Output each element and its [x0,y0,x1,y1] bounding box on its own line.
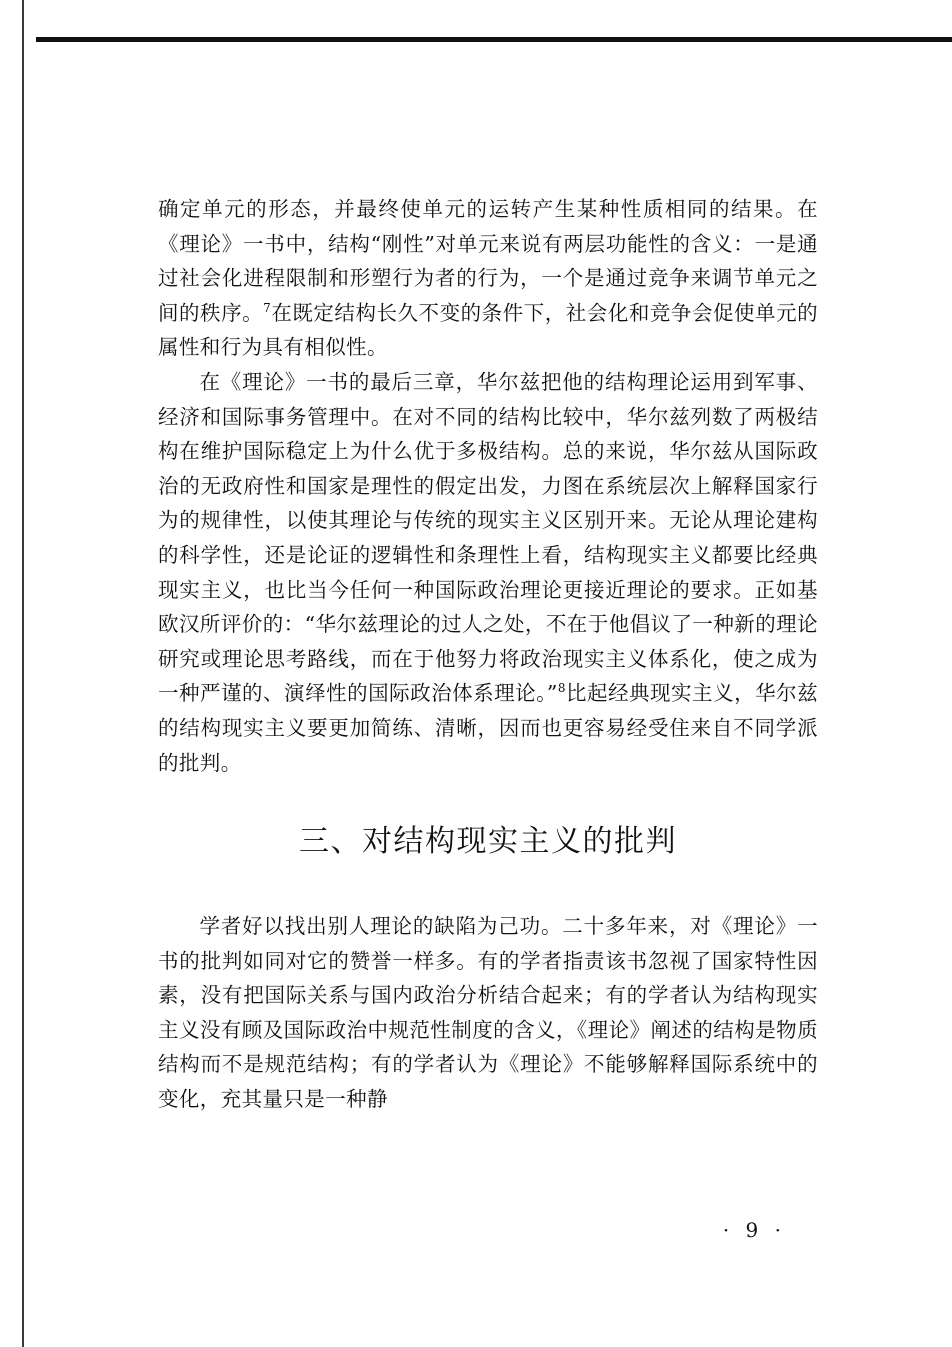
paragraph-2-text-b: 比起经典现实主义，华尔兹的结构现实主义要更加简练、清晰，因而也更容易经受住来自不同学派的批判。 [158,681,818,775]
paragraph-2 [158,365,818,780]
paragraph-1-text-a: 确定单元的形态，并最终使单元的运转产生某种性质相同的结果。在《理论》一书中，结构“刚性”对单元来说有两层功能性的含义：一是通过社会化进程限制和形塑行为者的行为，一个是通过竞争来调节单元之间的秩序。 [158,197,818,325]
top-rule [36,37,952,42]
binding-edge-line [22,0,24,1347]
page-body [158,192,818,1117]
footnote-ref-7: 7 [263,300,272,315]
paragraph-3-text: 学者好以找出别人理论的缺陷为己功。二十多年来，对《理论》一书的批判如同对它的赞誉一样多。有的学者指责该书忽视了国家特性因素，没有把国际关系与国内政治分析结合起来；有的学者认为结构现实主义没有顾及国际政治中规范性制度的含义，《理论》阐述的结构是物质结构而不是规范结构；有的学者认为《理论》不能够解释国际系统中的变化，充其量只是一种静 [158,914,818,1112]
paragraph-2-text-a: 在《理论》一书的最后三章，华尔兹把他的结构理论运用到军事、经济和国际事务管理中。在对不同的结构比较中，华尔兹列数了两极结构在维护国际稳定上为什么优于多极结构。总的来说，华尔兹从国际政治的无政府性和国家是理性的假定出发，力图在系统层次上解释国家行为的规律性，以使其理论与传统的现实主义区别开来。无论从理论建构的科学性，还是论证的逻辑性和条理性上看，结构现实主义都要比经典现实主义，也比当今任何一种国际政治理论更接近理论的要求。正如基欧汉所评价的：“华尔兹理论的过人之处，不在于他倡议了一种新的理论研究或理论思考路线，而在于他努力将政治现实主义体系化，使之成为一种严谨的、演绎性的国际政治体系理论。” [158,369,818,706]
page-number: · 9 · [722,1218,786,1242]
footnote-ref-8: 8 [557,681,566,696]
section-heading: 三、对结构现实主义的批判 [299,824,677,860]
paragraph-1-text-b: 在既定结构长久不变的条件下，社会化和竞争会促使单元的属性和行为具有相似性。 [158,300,818,360]
paragraph-3 [158,909,818,1117]
paragraph-1 [158,192,818,365]
